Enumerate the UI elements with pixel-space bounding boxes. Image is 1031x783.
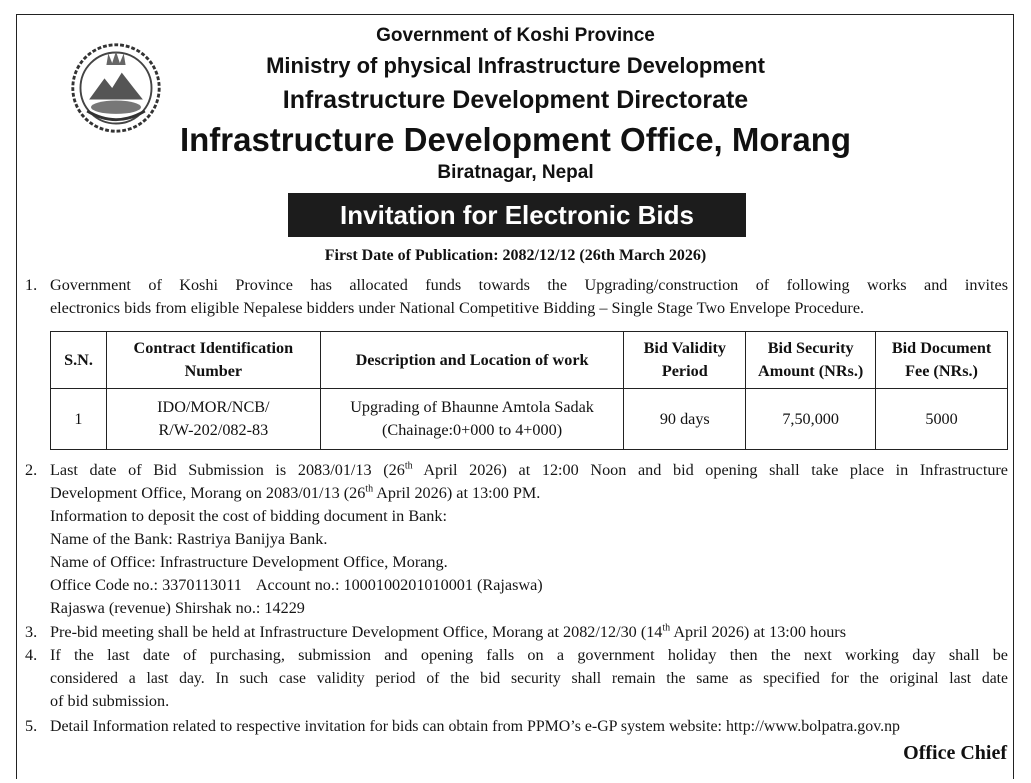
item1-line1: Government of Koshi Province has allocated funds towards the Upgrading/construction of following works and invites	[50, 276, 1008, 294]
item3-sup: th	[662, 622, 671, 634]
item3-text-b: April 2026) at 13:00 hours	[670, 623, 846, 641]
item2-line2-sup: th	[365, 483, 374, 495]
item-number: 3.	[25, 623, 38, 641]
item2-line3: Information to deposit the cost of bidding document in Bank:	[50, 507, 447, 525]
item5-text: Detail Information related to respective invitation for bids can obtain from PPMO’s e-GP system website: http://www.bolpatra.gov.np	[50, 718, 900, 735]
header-sn: S.N.	[51, 332, 107, 389]
table-header-row	[51, 332, 1008, 389]
item4-line1: If the last date of purchasing, submission and opening falls on a government holiday then the next working day shall be	[50, 646, 1008, 664]
header-bid-validity	[624, 332, 746, 389]
item2-line2	[50, 482, 540, 505]
item4-line2: considered a last day. In such case validity period of the bid security shall remain the same as specified for the original last date	[50, 670, 1008, 687]
cell-bid-validity: 90 days	[624, 389, 746, 450]
header-bid-security-line1: Bid Security	[767, 339, 854, 357]
cell-sn: 1	[51, 389, 107, 450]
header-directorate: Infrastructure Development Directorate	[282, 86, 749, 114]
header-contract-id-line2: Number	[184, 362, 243, 380]
cell-document-fee: 5000	[876, 389, 1008, 450]
item2-bank-name: Name of the Bank: Rastriya Banijya Bank.	[50, 530, 328, 548]
item4-line3: of bid submission.	[50, 692, 170, 710]
cell-contract-id-line2: R/W-202/082-83	[158, 421, 269, 439]
item2-line1	[50, 459, 1008, 482]
cell-description	[320, 389, 624, 450]
header-bid-validity-line1: Bid Validity	[643, 339, 726, 357]
item2-line1-sup: th	[404, 460, 413, 472]
cell-contract-id	[106, 389, 320, 450]
header-office: Infrastructure Development Office, Morang	[179, 121, 852, 158]
item-number: 5.	[25, 717, 38, 735]
item2-line2-text-b: April 2026) at 13:00 PM.	[373, 484, 541, 502]
item-number: 2.	[25, 461, 38, 479]
item2-line2-text-a: Development Office, Morang on 2083/01/13 (26	[50, 484, 366, 502]
cell-bid-security: 7,50,000	[746, 389, 876, 450]
cell-contract-id-line1: IDO/MOR/NCB/	[157, 398, 270, 416]
item-number: 4.	[25, 646, 38, 664]
header-contract-id-line1: Contract Identification	[133, 339, 294, 357]
cell-description-line1: Upgrading of Bhaunne Amtola Sadak	[350, 398, 594, 416]
header-document-fee-line1: Bid Document	[891, 339, 992, 357]
cell-description-line2: (Chainage:0+000 to 4+000)	[382, 421, 563, 439]
item2-line1-text-a: Last date of Bid Submission is 2083/01/13 (26	[50, 461, 405, 479]
item2-office-code: Office Code no.: 3370113011	[50, 576, 242, 594]
header-bid-security-line2: Amount (NRs.)	[758, 362, 864, 380]
item-number: 1.	[25, 276, 38, 294]
header-document-fee-line2: Fee (NRs.)	[905, 362, 978, 380]
header-government: Government of Koshi Province	[376, 25, 655, 46]
header-description: Description and Location of work	[320, 332, 624, 389]
item2-account-no: Account no.: 1000100201010001 (Rajaswa)	[255, 576, 543, 594]
header-ministry: Ministry of physical Infrastructure Development	[266, 53, 765, 78]
item2-codes	[50, 574, 543, 597]
item2-office-name: Name of Office: Infrastructure Development Office, Morang.	[50, 553, 448, 571]
item3-text	[50, 621, 846, 644]
item2-line1-text-b: April 2026) at 12:00 Noon and bid opening shall take place in Infrastructure	[412, 461, 1008, 479]
bids-table	[50, 331, 1008, 450]
header-bid-security	[746, 332, 876, 389]
item1-line2: electronics bids from eligible Nepalese bidders under National Competitive Bidding – Single Stage Two Envelope Procedure.	[50, 299, 865, 317]
header-location: Biratnagar, Nepal	[437, 162, 594, 183]
header-bid-validity-line2: Period	[661, 362, 708, 380]
notice-title-banner: Invitation for Electronic Bids	[288, 193, 746, 237]
publication-date: First Date of Publication: 2082/12/12 (26th March 2026)	[324, 247, 707, 264]
item3-text-a: Pre-bid meeting shall be held at Infrastructure Development Office, Morang at 2082/12/30 (14	[50, 623, 663, 641]
signature-office-chief: Office Chief	[903, 742, 1007, 764]
item2-shirshak: Rajaswa (revenue) Shirshak no.: 14229	[50, 599, 305, 617]
header-document-fee	[876, 332, 1008, 389]
header-contract-id	[106, 332, 320, 389]
table-row	[51, 389, 1008, 450]
